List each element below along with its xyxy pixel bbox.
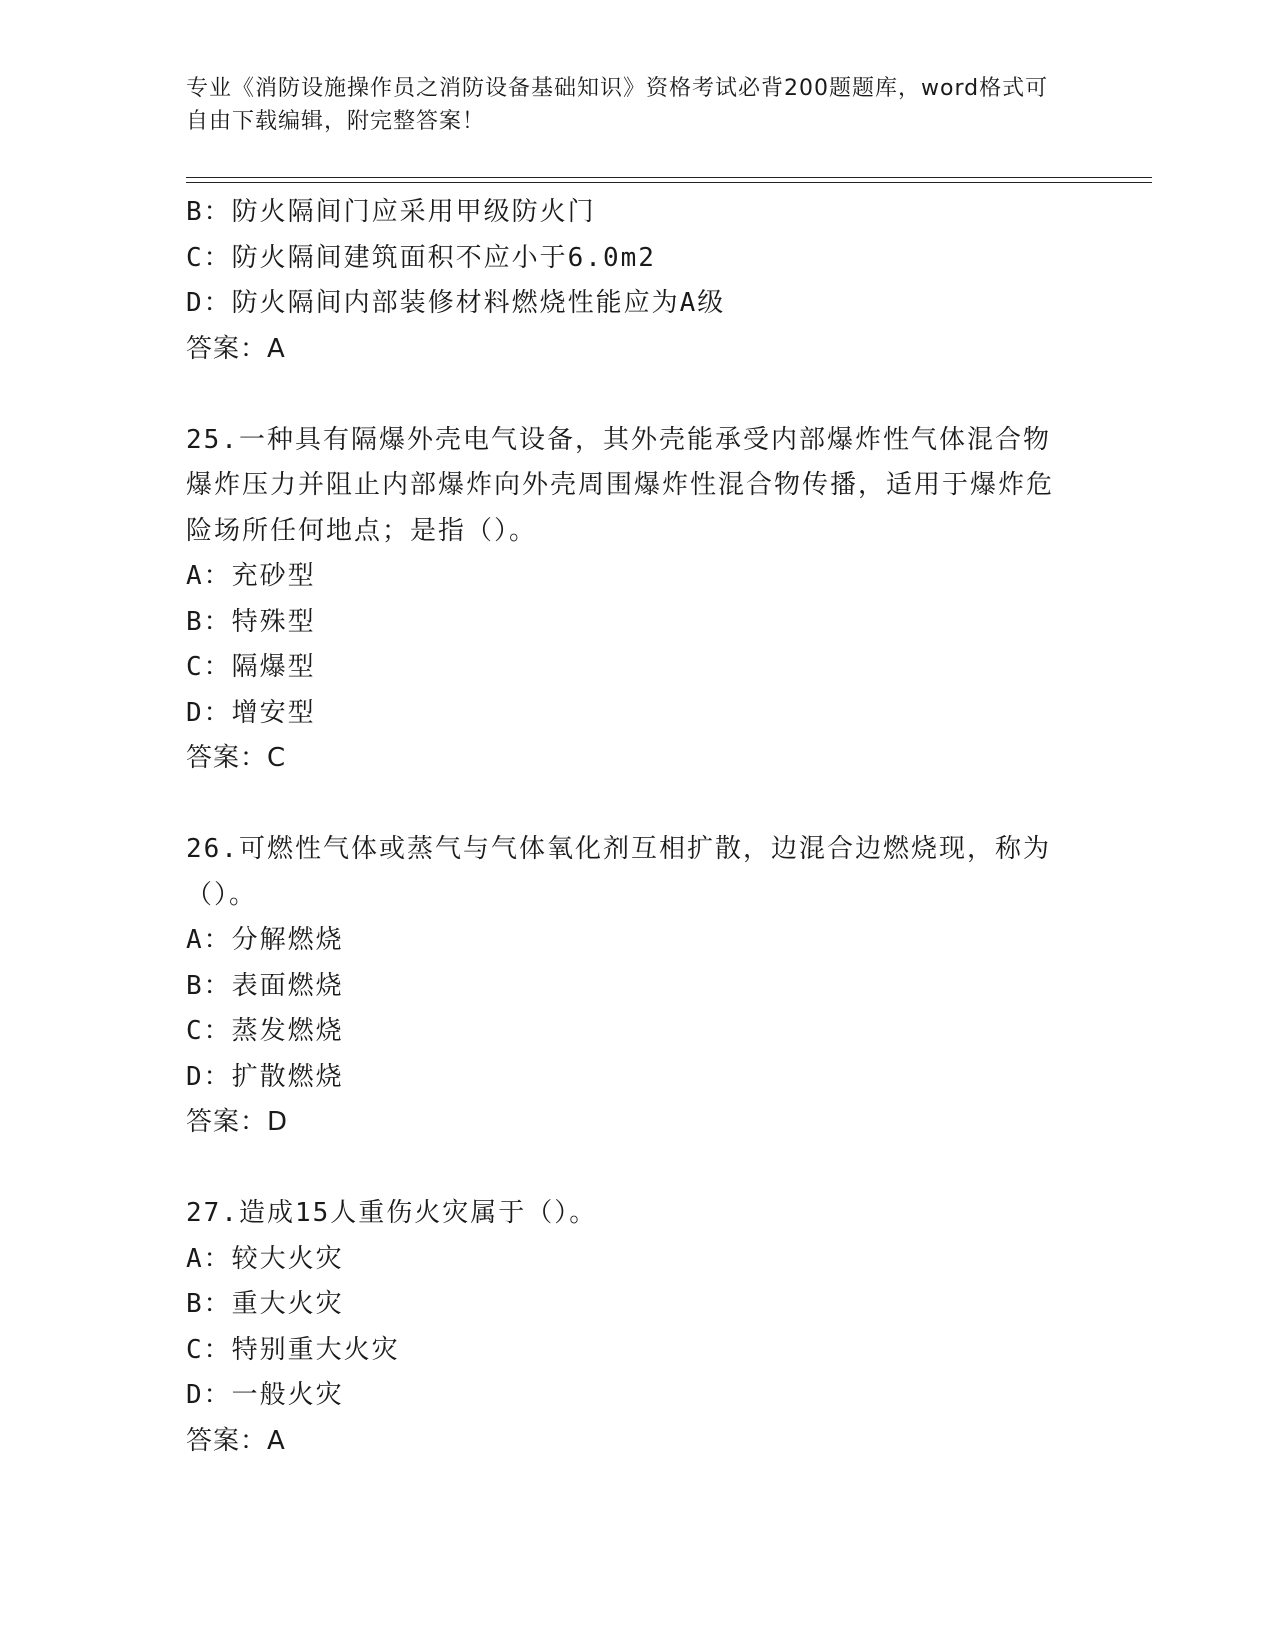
question-25 <box>186 418 1086 782</box>
option-d: D：扩散燃烧 <box>186 1061 344 1092</box>
option-b: B：防火隔间门应采用甲级防火门 <box>186 197 596 227</box>
answer-line: 答案：C <box>186 743 287 773</box>
question-content <box>186 190 1086 1464</box>
option-c: C：特别重大火灾 <box>186 1334 400 1365</box>
document-header: 专业《消防设施操作员之消防设备基础知识》资格考试必背200题题库，word格式可自由下载编辑，附完整答案！ <box>186 76 1049 134</box>
option-d: D：增安型 <box>186 697 316 728</box>
option-d: D：一般火灾 <box>186 1380 344 1410</box>
answer-line: 答案：D <box>186 1107 289 1137</box>
option-b: B：重大火灾 <box>186 1289 344 1319</box>
option-a: A：充砂型 <box>186 561 316 591</box>
answer-line: 答案：A <box>186 1425 286 1456</box>
option-c: C：蒸发燃烧 <box>186 1016 344 1046</box>
question-27 <box>186 1191 1086 1464</box>
option-d: D：防火隔间内部装修材料燃烧性能应为A级 <box>186 288 726 318</box>
header-divider-bottom <box>186 182 1152 183</box>
answer-line: 答案：A <box>186 333 286 364</box>
question-26 <box>186 827 1086 1146</box>
option-c: C：防火隔间建筑面积不应小于6.0m2 <box>186 242 656 273</box>
question-text: 25.一种具有隔爆外壳电气设备，其外壳能承受内部爆炸性气体混合物爆炸压力并阻止内部爆炸向外壳周围爆炸性混合物传播，适用于爆炸危险场所任何地点；是指（）。 <box>186 424 1055 546</box>
header-divider-top <box>186 177 1152 178</box>
question-text: 27.造成15人重伤火灾属于（）。 <box>186 1198 598 1228</box>
option-b: B：表面燃烧 <box>186 970 344 1001</box>
option-a: A：分解燃烧 <box>186 925 344 955</box>
previous-question-continuation <box>186 190 1086 372</box>
option-b: B：特殊型 <box>186 606 316 637</box>
option-a: A：较大火灾 <box>186 1243 344 1274</box>
question-text: 26.可燃性气体或蒸气与气体氧化剂互相扩散，边混合边燃烧现，称为（）。 <box>186 834 1051 910</box>
option-c: C：隔爆型 <box>186 652 316 682</box>
